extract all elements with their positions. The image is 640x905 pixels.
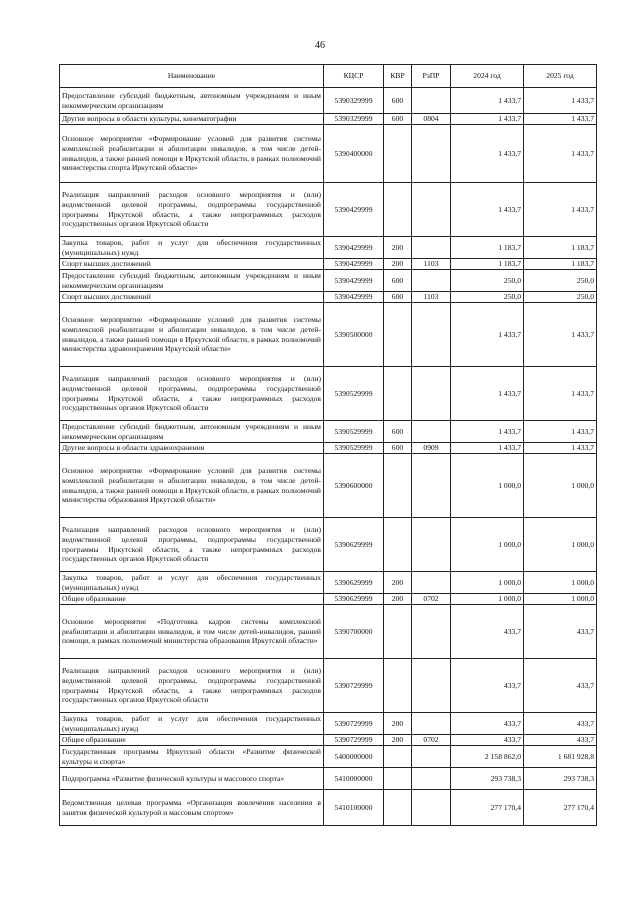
cell-kcsr: 5390729999 xyxy=(324,659,384,713)
table-row xyxy=(60,303,597,367)
cell-y2024: 1 433,7 xyxy=(451,88,524,114)
table-row xyxy=(60,790,597,826)
cell-kcsr: 5390629999 xyxy=(324,594,384,605)
cell-rzpr xyxy=(412,605,451,659)
table-row xyxy=(60,518,597,572)
cell-y2024: 433,7 xyxy=(451,605,524,659)
cell-y2024: 250,0 xyxy=(451,292,524,303)
header-kvr: КВР xyxy=(384,65,412,88)
table-row xyxy=(60,114,597,125)
cell-y2025: 277 170,4 xyxy=(524,790,597,826)
header-name: Наименование xyxy=(60,65,324,88)
cell-y2024: 250,0 xyxy=(451,270,524,292)
cell-y2025: 1 433,7 xyxy=(524,114,597,125)
cell-kvr xyxy=(384,746,412,768)
cell-y2024: 1 433,7 xyxy=(451,183,524,237)
cell-kvr: 600 xyxy=(384,292,412,303)
cell-kcsr: 5390429999 xyxy=(324,292,384,303)
budget-table xyxy=(59,64,597,826)
cell-name: Спорт высших достижений xyxy=(60,292,324,303)
table-row xyxy=(60,659,597,713)
table-row xyxy=(60,270,597,292)
cell-name: Предоставление субсидий бюджетным, автономным учреждениям и иным некоммерческим организациям xyxy=(60,270,324,292)
cell-kcsr: 5390429999 xyxy=(324,259,384,270)
cell-y2025: 1 000,0 xyxy=(524,518,597,572)
table-row xyxy=(60,746,597,768)
cell-y2024: 1 000,0 xyxy=(451,518,524,572)
header-rzpr: РзПР xyxy=(412,65,451,88)
cell-y2025: 1 433,7 xyxy=(524,125,597,183)
cell-y2024: 433,7 xyxy=(451,713,524,735)
table-header-row xyxy=(60,65,597,88)
table-row xyxy=(60,421,597,443)
cell-y2025: 1 000,0 xyxy=(524,594,597,605)
cell-rzpr xyxy=(412,713,451,735)
header-kcsr: КЦСР xyxy=(324,65,384,88)
cell-name: Реализация направлений расходов основного мероприятия и (или) ведомственной целевой программы, подпрограммы государственной программы Иркутской области, а также непрограммных расходов государственных органов Иркутской области xyxy=(60,518,324,572)
cell-rzpr xyxy=(412,183,451,237)
cell-y2025: 1 000,0 xyxy=(524,572,597,594)
cell-rzpr: 0804 xyxy=(412,114,451,125)
cell-kvr: 200 xyxy=(384,735,412,746)
cell-rzpr xyxy=(412,790,451,826)
cell-y2024: 1 433,7 xyxy=(451,125,524,183)
header-2025: 2025 год xyxy=(524,65,597,88)
cell-rzpr: 0909 xyxy=(412,443,451,454)
cell-y2025: 1 183,7 xyxy=(524,237,597,259)
cell-rzpr xyxy=(412,454,451,518)
cell-name: Закупка товаров, работ и услуг для обеспечения государственных (муниципальных) нужд xyxy=(60,237,324,259)
cell-kvr: 600 xyxy=(384,270,412,292)
page-number: 46 xyxy=(315,40,325,51)
cell-kcsr: 5390329999 xyxy=(324,114,384,125)
cell-kvr xyxy=(384,790,412,826)
cell-kcsr: 5390729999 xyxy=(324,713,384,735)
table-row xyxy=(60,367,597,421)
cell-kcsr: 5390529999 xyxy=(324,421,384,443)
cell-y2025: 433,7 xyxy=(524,659,597,713)
cell-kvr: 200 xyxy=(384,713,412,735)
cell-y2024: 1 000,0 xyxy=(451,572,524,594)
cell-y2024: 1 183,7 xyxy=(451,237,524,259)
cell-name: Реализация направлений расходов основного мероприятия и (или) ведомственной целевой программы, подпрограммы государственной программы Иркутской области, а также непрограммных расходов государственных органов Иркутской области xyxy=(60,367,324,421)
cell-y2025: 293 738,3 xyxy=(524,768,597,790)
cell-rzpr xyxy=(412,768,451,790)
cell-kcsr: 5390400000 xyxy=(324,125,384,183)
cell-y2025: 1 681 928,8 xyxy=(524,746,597,768)
cell-kvr xyxy=(384,659,412,713)
cell-kcsr: 5390329999 xyxy=(324,88,384,114)
table-row xyxy=(60,183,597,237)
cell-name: Другие вопросы в области здравоохранения xyxy=(60,443,324,454)
cell-rzpr: 1103 xyxy=(412,292,451,303)
cell-y2024: 433,7 xyxy=(451,659,524,713)
cell-y2024: 1 433,7 xyxy=(451,367,524,421)
cell-y2025: 1 433,7 xyxy=(524,443,597,454)
table-row xyxy=(60,735,597,746)
cell-name: Спорт высших достижений xyxy=(60,259,324,270)
cell-name: Основное мероприятие «Формирование условий для развития системы комплексной реабилитации и абилитации инвалидов, в том числе детей-инвалидов, а также ранней помощи в Иркутской области, в рамках полномочий министерства образования Иркутской области» xyxy=(60,454,324,518)
cell-kvr xyxy=(384,303,412,367)
cell-y2024: 1 433,7 xyxy=(451,114,524,125)
cell-y2025: 1 433,7 xyxy=(524,367,597,421)
cell-name: Основное мероприятие «Формирование условий для развития системы комплексной реабилитации и абилитации инвалидов, в том числе детей-инвалидов, а также ранней помощи в Иркутской области, в рамках полномочий министерства спорта Иркутской области» xyxy=(60,125,324,183)
cell-y2024: 1 183,7 xyxy=(451,259,524,270)
cell-kcsr: 5390700000 xyxy=(324,605,384,659)
cell-name: Ведомственная целевая программа «Организация вовлечения населения в занятия физической культурой и массовым спортом» xyxy=(60,790,324,826)
cell-kvr xyxy=(384,183,412,237)
cell-y2025: 250,0 xyxy=(524,270,597,292)
cell-y2024: 1 000,0 xyxy=(451,454,524,518)
cell-y2024: 433,7 xyxy=(451,735,524,746)
cell-name: Предоставление субсидий бюджетным, автономным учреждениям и иным некоммерческим организациям xyxy=(60,421,324,443)
cell-y2025: 1 433,7 xyxy=(524,183,597,237)
cell-rzpr xyxy=(412,572,451,594)
cell-rzpr xyxy=(412,270,451,292)
cell-name: Закупка товаров, работ и услуг для обеспечения государственных (муниципальных) нужд xyxy=(60,713,324,735)
cell-y2025: 433,7 xyxy=(524,605,597,659)
cell-kvr xyxy=(384,367,412,421)
cell-rzpr: 0702 xyxy=(412,594,451,605)
cell-kvr: 600 xyxy=(384,421,412,443)
cell-y2024: 1 433,7 xyxy=(451,443,524,454)
cell-name: Другие вопросы в области культуры, кинематографии xyxy=(60,114,324,125)
cell-y2024: 1 433,7 xyxy=(451,303,524,367)
header-2024: 2024 год xyxy=(451,65,524,88)
cell-kcsr: 5390500000 xyxy=(324,303,384,367)
cell-kvr: 600 xyxy=(384,114,412,125)
cell-rzpr xyxy=(412,367,451,421)
cell-y2024: 1 433,7 xyxy=(451,421,524,443)
table-row xyxy=(60,259,597,270)
cell-rzpr xyxy=(412,518,451,572)
cell-kcsr: 5390600000 xyxy=(324,454,384,518)
cell-kvr: 600 xyxy=(384,443,412,454)
cell-name: Государственная программа Иркутской области «Развитие физической культуры и спорта» xyxy=(60,746,324,768)
cell-kvr: 200 xyxy=(384,259,412,270)
cell-rzpr xyxy=(412,303,451,367)
cell-name: Общее образование xyxy=(60,594,324,605)
table-row xyxy=(60,713,597,735)
cell-y2025: 1 433,7 xyxy=(524,88,597,114)
cell-kcsr: 5390529999 xyxy=(324,443,384,454)
table-row xyxy=(60,768,597,790)
cell-y2025: 433,7 xyxy=(524,713,597,735)
table-row xyxy=(60,594,597,605)
cell-kcsr: 5390729999 xyxy=(324,735,384,746)
table-row xyxy=(60,88,597,114)
table-row xyxy=(60,572,597,594)
cell-rzpr: 0702 xyxy=(412,735,451,746)
cell-kcsr: 5390429999 xyxy=(324,183,384,237)
cell-name: Предоставление субсидий бюджетным, автономным учреждениям и иным некоммерческим организациям xyxy=(60,88,324,114)
cell-y2025: 1 000,0 xyxy=(524,454,597,518)
cell-kvr: 200 xyxy=(384,594,412,605)
cell-kcsr: 5400000000 xyxy=(324,746,384,768)
cell-name: Реализация направлений расходов основного мероприятия и (или) ведомственной целевой программы, подпрограммы государственной программы Иркутской области, а также непрограммных расходов государственных органов Иркутской области xyxy=(60,659,324,713)
cell-kcsr: 5390429999 xyxy=(324,270,384,292)
cell-kcsr: 5390529999 xyxy=(324,367,384,421)
cell-kcsr: 5390429999 xyxy=(324,237,384,259)
cell-kvr: 200 xyxy=(384,237,412,259)
cell-kvr: 600 xyxy=(384,88,412,114)
cell-kvr xyxy=(384,518,412,572)
cell-y2025: 1 183,7 xyxy=(524,259,597,270)
cell-y2025: 1 433,7 xyxy=(524,421,597,443)
table-row xyxy=(60,125,597,183)
cell-name: Общее образование xyxy=(60,735,324,746)
cell-rzpr xyxy=(412,237,451,259)
cell-rzpr xyxy=(412,746,451,768)
cell-kcsr: 5410100000 xyxy=(324,790,384,826)
cell-kcsr: 5410000000 xyxy=(324,768,384,790)
cell-y2024: 293 738,3 xyxy=(451,768,524,790)
table-row xyxy=(60,454,597,518)
cell-y2025: 250,0 xyxy=(524,292,597,303)
table-row xyxy=(60,605,597,659)
cell-name: Закупка товаров, работ и услуг для обеспечения государственных (муниципальных) нужд xyxy=(60,572,324,594)
cell-name: Основное мероприятие «Формирование условий для развития системы комплексной реабилитации и абилитации инвалидов, в том числе детей-инвалидов, а также ранней помощи в Иркутской области, в рамках полномочий министерства здравоохранения Иркутской области» xyxy=(60,303,324,367)
cell-rzpr xyxy=(412,659,451,713)
cell-kvr xyxy=(384,454,412,518)
cell-y2024: 2 158 862,0 xyxy=(451,746,524,768)
cell-name: Подпрограмма «Развитие физической культуры и массового спорта» xyxy=(60,768,324,790)
cell-kvr xyxy=(384,605,412,659)
cell-kcsr: 5390629999 xyxy=(324,572,384,594)
cell-rzpr: 1103 xyxy=(412,259,451,270)
table-row xyxy=(60,237,597,259)
table-row xyxy=(60,443,597,454)
cell-rzpr xyxy=(412,125,451,183)
cell-kcsr: 5390629999 xyxy=(324,518,384,572)
cell-y2024: 277 170,4 xyxy=(451,790,524,826)
cell-y2025: 433,7 xyxy=(524,735,597,746)
cell-y2024: 1 000,0 xyxy=(451,594,524,605)
cell-y2025: 1 433,7 xyxy=(524,303,597,367)
cell-rzpr xyxy=(412,88,451,114)
cell-name: Реализация направлений расходов основного мероприятия и (или) ведомственной целевой программы, подпрограммы государственной программы Иркутской области, а также непрограммных расходов государственных органов Иркутской области xyxy=(60,183,324,237)
cell-kvr: 200 xyxy=(384,572,412,594)
table-row xyxy=(60,292,597,303)
cell-name: Основное мероприятие «Подготовка кадров системы комплексной реабилитации и абилитации инвалидов, в том числе детей-инвалидов, ранней помощи, в рамках полномочий министерства образования Иркутской области» xyxy=(60,605,324,659)
cell-kvr xyxy=(384,125,412,183)
cell-rzpr xyxy=(412,421,451,443)
cell-kvr xyxy=(384,768,412,790)
